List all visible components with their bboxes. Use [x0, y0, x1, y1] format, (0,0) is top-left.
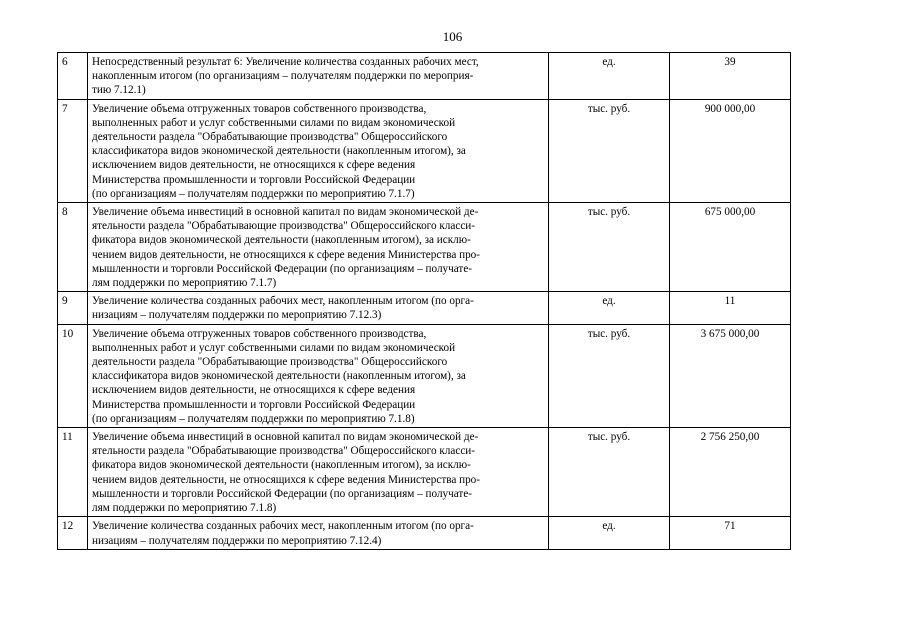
row-value: 11 — [670, 292, 791, 324]
row-value: 71 — [670, 517, 791, 549]
row-unit: ед. — [549, 517, 670, 549]
row-unit: тыс. руб. — [549, 428, 670, 517]
row-number: 9 — [58, 292, 88, 324]
table-row — [58, 292, 791, 324]
row-unit: тыс. руб. — [549, 99, 670, 202]
row-unit: ед. — [549, 292, 670, 324]
table-row — [58, 324, 791, 427]
row-description: Увеличение объема отгруженных товаров собственного производства, выполненных работ и услуг собственными силами по видам экономической деятельности раздела "Обрабатывающие производства" Общероссийского классификатора видов экономической деятельности (накопленным итогом), за исключением видов деятельности, не относящихся к сфере ведения Министерства промышленности и торговли Российской Федерации (по организациям – получателям поддержки по мероприятию 7.1.7) — [88, 99, 549, 202]
row-description: Увеличение объема инвестиций в основной капитал по видам экономической де- ятельности раздела "Обрабатывающие производства" Общероссийского класси- фикатора видов экономической деятельности (накопленным итогом), за исклю- чением видов деятельности, не относящихся к сфере ведения Министерства про- мышленности и торговли Российской Федерации (по организациям – получате- лям поддержки по мероприятию 7.1.7) — [88, 203, 549, 292]
indicators-table — [57, 52, 791, 550]
row-description: Непосредственный результат 6: Увеличение количества созданных рабочих мест, накопленным итогом (по организациям – получателям поддержки по мероприя- тию 7.12.1) — [88, 53, 549, 100]
row-description: Увеличение объема отгруженных товаров собственного производства, выполненных работ и услуг собственными силами по видам экономической деятельности раздела "Обрабатывающие производства" Общероссийского классификатора видов экономической деятельности (накопленным итогом), за исключением видов деятельности, не относящихся к сфере ведения Министерства промышленности и торговли Российской Федерации (по организациям – получателям поддержки по мероприятию 7.1.8) — [88, 324, 549, 427]
row-number: 8 — [58, 203, 88, 292]
row-value: 3 675 000,00 — [670, 324, 791, 427]
table-row — [58, 99, 791, 202]
row-number: 12 — [58, 517, 88, 549]
row-unit: тыс. руб. — [549, 324, 670, 427]
row-value: 675 000,00 — [670, 203, 791, 292]
row-number: 11 — [58, 428, 88, 517]
row-number: 7 — [58, 99, 88, 202]
table-row — [58, 517, 791, 549]
row-value: 900 000,00 — [670, 99, 791, 202]
row-number: 6 — [58, 53, 88, 100]
row-unit: ед. — [549, 53, 670, 100]
table-row — [58, 428, 791, 517]
row-unit: тыс. руб. — [549, 203, 670, 292]
row-description: Увеличение количества созданных рабочих мест, накопленным итогом (по орга- низациям – получателям поддержки по мероприятию 7.12.4) — [88, 517, 549, 549]
row-number: 10 — [58, 324, 88, 427]
row-description: Увеличение объема инвестиций в основной капитал по видам экономической де- ятельности раздела "Обрабатывающие производства" Общероссийского класси- фикатора видов экономической деятельности (накопленным итогом), за исклю- чением видов деятельности, не относящихся к сфере ведения Министерства про- мышленности и торговли Российской Федерации (по организациям – получате- лям поддержки по мероприятию 7.1.8) — [88, 428, 549, 517]
row-value: 2 756 250,00 — [670, 428, 791, 517]
row-description: Увеличение количества созданных рабочих мест, накопленным итогом (по орга- низациям – получателям поддержки по мероприятию 7.12.3) — [88, 292, 549, 324]
page-number: 106 — [442, 29, 463, 44]
row-value: 39 — [670, 53, 791, 100]
table-row — [58, 203, 791, 292]
table-row — [58, 53, 791, 100]
